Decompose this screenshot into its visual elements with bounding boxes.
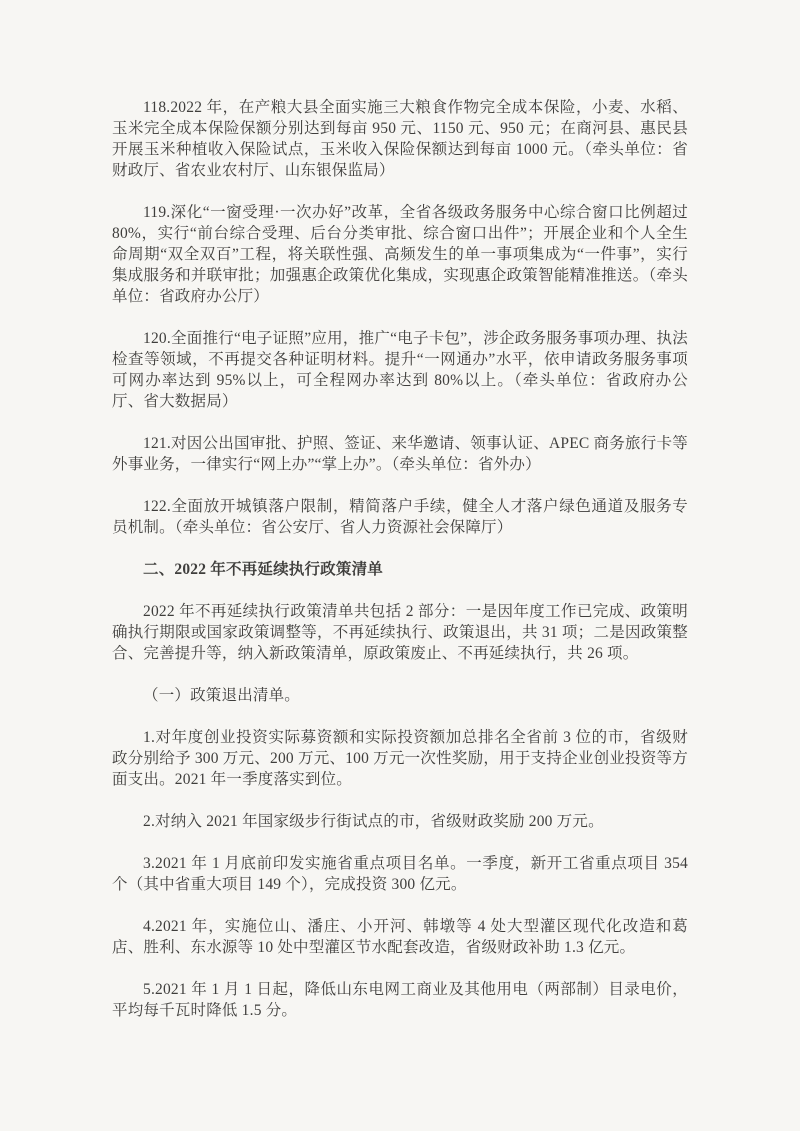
document-body — [112, 97, 688, 1042]
paragraph: 3.2021 年 1 月底前印发实施省重点项目名单。一季度，新开工省重点项目 354 个（其中省重大项目 149 个），完成投资 300 亿元。 — [112, 855, 688, 893]
paragraph: 2.对纳入 2021 年国家级步行街试点的市，省级财政奖励 200 万元。 — [143, 813, 604, 830]
section-heading: 二、2022 年不再延续执行政策清单 — [143, 561, 383, 578]
paragraph: 5.2021 年 1 月 1 日起，降低山东电网工商业及其他用电（两部制）目录电价，平均每千瓦时降低 1.5 分。 — [112, 981, 688, 1019]
paragraph: 2022 年不再延续执行政策清单共包括 2 部分：一是因年度工作已完成、政策明确执行期限或国家政策调整等，不再延续执行、政策退出，共 31 项；二是因政策整合、完善提升等，纳入新政策清单，原政策废止、不再延续执行，共 26 项。 — [112, 603, 688, 662]
paragraph: 120.全面推行“电子证照”应用，推广“电子卡包”，涉企政务服务事项办理、执法检查等领域，不再提交各种证明材料。提升“一网通办”水平，依申请政务服务事项可网办率达到 95%以上，可全程网办率达到 80%以上。（牵头单位：省政府办公厅、省大数据局） — [112, 330, 688, 410]
paragraph: 119.深化“一窗受理·一次办好”改革，全省各级政务服务中心综合窗口比例超过 80%，实行“前台综合受理、后台分类审批、综合窗口出件”；开展企业和个人全生命周期“双全双百”工程，将关联性强、高频发生的单一事项集成为“一件事”，实行集成服务和并联审批；加强惠企政策优化集成，实现惠企政策智能精准推送。（牵头单位：省政府办公厅） — [112, 204, 688, 305]
paragraph: 122.全面放开城镇落户限制，精简落户手续，健全人才落户绿色通道及服务专员机制。（牵头单位：省公安厅、省人力资源社会保障厅） — [112, 498, 688, 536]
paragraph: 118.2022 年，在产粮大县全面实施三大粮食作物完全成本保险，小麦、水稻、玉米完全成本保险保额分别达到每亩 950 元、1150 元、950 元；在商河县、惠民县开展玉米种植收入保险试点，玉米收入保险保额达到每亩 1000 元。（牵头单位：省财政厅、省农业农村厅、山东银保监局） — [112, 99, 688, 179]
paragraph: 4.2021 年，实施位山、潘庄、小开河、韩墩等 4 处大型灌区现代化改造和葛店、胜利、东水源等 10 处中型灌区节水配套改造，省级财政补助 1.3 亿元。 — [112, 918, 688, 956]
subsection-heading: （一）政策退出清单。 — [143, 687, 301, 704]
paragraph: 1.对年度创业投资实际募资额和实际投资额加总排名全省前 3 位的市，省级财政分别给予 300 万元、200 万元、100 万元一次性奖励，用于支持企业创业投资等方面支出。2021 年一季度落实到位。 — [112, 729, 688, 788]
paragraph: 121.对因公出国审批、护照、签证、来华邀请、领事认证、APEC 商务旅行卡等外事业务，一律实行“网上办”“掌上办”。（牵头单位：省外办） — [112, 435, 688, 473]
